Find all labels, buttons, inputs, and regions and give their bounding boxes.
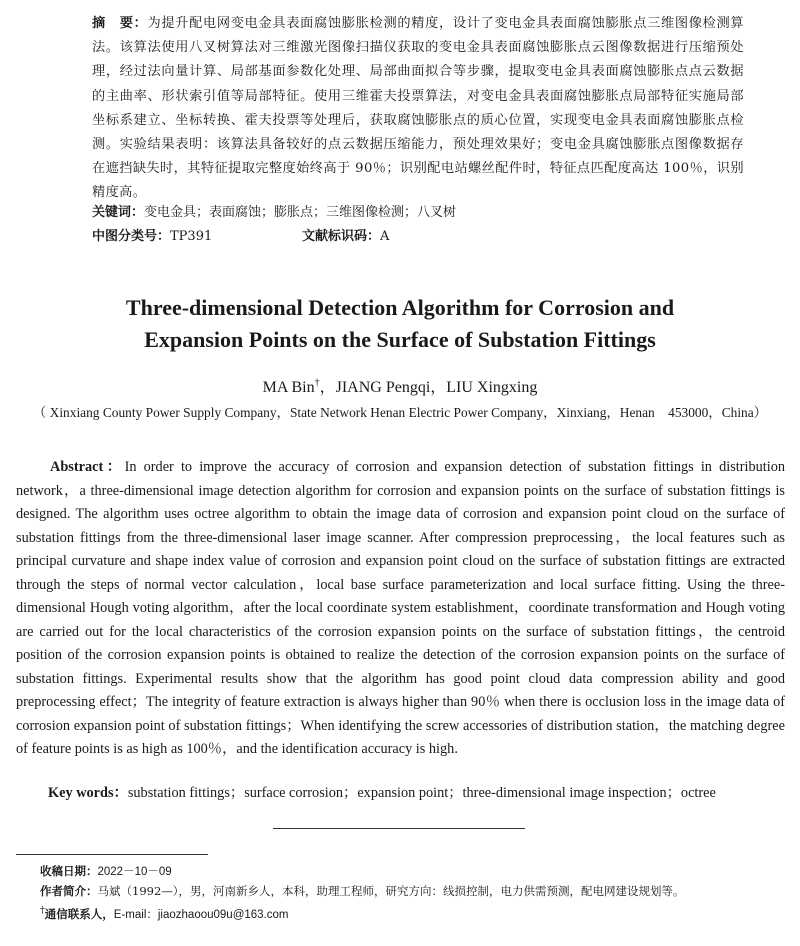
english-abstract-text: In order to improve the accuracy of corrosion and expansion detection of substation fittings in distribution network，a three-dimensional image detection algorithm for corrosion and expansion points on the surface of substation fittings is designed. The algorithm uses octree algorithm to obtain the image data of corrosion and expansion point cloud on the surface of substation fittings from the three-dimensional laser image scanner. After compression preprocessing，the local features such as principal curvature and shape index value of corrosion and expansion point cloud on the surface of substation fittings are extracted through the steps of normal vector calculation，local base surface parameterization and local surface fitting. Using the three-dimensional Hough voting algorithm，after the local coordinate system establishment，coordinate transformation and Hough voting are carried out for the local characteristics of the corrosion expansion points on the surface of substation fittings，the centroid position of the corrosion expansion points is obtained to realize the detection of the corrosion expansion points on the surface of substation fittings. Experimental results show that the algorithm has good point cloud data compression ability and good preprocessing effect；The integrity of feature extraction is always higher than 90％ when there is occlusion loss in the image data of corrosion expansion point of substation fittings；When identifying the screw accessories of distribution station，the matching degree of feature points is as high as 100％，and the identification accuracy is high.	[16, 459, 785, 757]
received-label: 收稿日期：	[40, 864, 98, 878]
document-code	[302, 226, 389, 248]
author-bio-label: 作者简介：	[40, 884, 98, 898]
section-divider	[273, 828, 525, 829]
author-bio-text: 马斌（1992—），男，河南新乡人，本科，助理工程师，研究方向：线损控制，电力供需预测，配电网建设规划等。	[97, 884, 685, 898]
corresponding-author	[40, 901, 780, 925]
corresponding-footnote-mark: †	[40, 905, 45, 916]
title-line-1: Three-dimensional Detection Algorithm for Corrosion and	[125, 295, 675, 320]
english-title	[40, 292, 760, 356]
author-bio	[40, 882, 780, 901]
english-abstract-label: Abstract：	[50, 459, 125, 475]
received-date	[40, 862, 780, 882]
corresponding-mark: †	[314, 377, 320, 389]
author-rest: ，JIANG Pengqi，LIU Xingxing	[319, 379, 538, 396]
chinese-keywords-label: 关键词：	[92, 205, 145, 220]
received-value: 2022－10－09	[97, 866, 172, 878]
chinese-keywords-text: 变电金具；表面腐蚀；膨胀点；三维图像检测；八叉树	[144, 205, 457, 220]
chinese-abstract	[92, 12, 744, 206]
corresponding-email: E-mail：jiaozhaoou09u@163.com	[113, 908, 289, 921]
english-abstract	[16, 456, 785, 762]
corresponding-label: 通信联系人，	[44, 906, 114, 921]
authors	[40, 374, 760, 397]
title-line-2: Expansion Points on the Surface of Substation Fittings	[144, 327, 656, 352]
affiliation: （ Xinxiang County Power Supply Company，State Network Henan Electric Power Company，Xinxiang，Henan 453000，China）	[32, 405, 768, 420]
footnotes	[40, 862, 780, 925]
footnote-rule	[16, 854, 208, 855]
english-keywords	[48, 782, 788, 802]
clc-value: TP391	[170, 229, 213, 244]
clc-label: 中图分类号：	[92, 229, 171, 244]
chinese-abstract-text: 为提升配电网变电金具表面腐蚀膨胀检测的精度，设计了变电金具表面腐蚀膨胀点三维图像检测算法。该算法使用八叉树算法对三维激光图像扫描仪获取的变电金具表面腐蚀膨胀点云图像数据进行压缩预处理，经过法向量计算、局部基面参数化处理、局部曲面拟合等步骤，提取变电金具表面腐蚀膨胀点点云数据的主曲率、形状索引值等局部特征。使用三维霍夫投票算法，对变电金具表面腐蚀膨胀点局部特征实施局部坐标系建立、坐标转换、霍夫投票等处理后，获取腐蚀膨胀点的质心位置，实现变电金具表面腐蚀膨胀点检测。实验结果表明：该算法具备较好的点云数据压缩能力，预处理效果好；变电金具腐蚀膨胀点图像数据存在遮挡缺失时，其特征提取完整度始终高于 90％；识别配电站螺丝配件时，特征点匹配度高达 100％，识别精度高。	[92, 16, 744, 201]
english-keywords-label: Key words：	[48, 785, 128, 801]
english-keywords-text: substation fittings；surface corrosion；expansion point；three-dimensional image inspection；octree	[127, 785, 716, 801]
chinese-abstract-label: 摘 要：	[92, 16, 148, 31]
clc-number	[92, 229, 212, 244]
document-code-value: A	[380, 229, 390, 244]
document-code-label: 文献标识码：	[302, 229, 381, 244]
chinese-keywords	[92, 201, 744, 225]
author-first: MA Bin	[262, 379, 315, 396]
classification-line	[92, 226, 744, 248]
